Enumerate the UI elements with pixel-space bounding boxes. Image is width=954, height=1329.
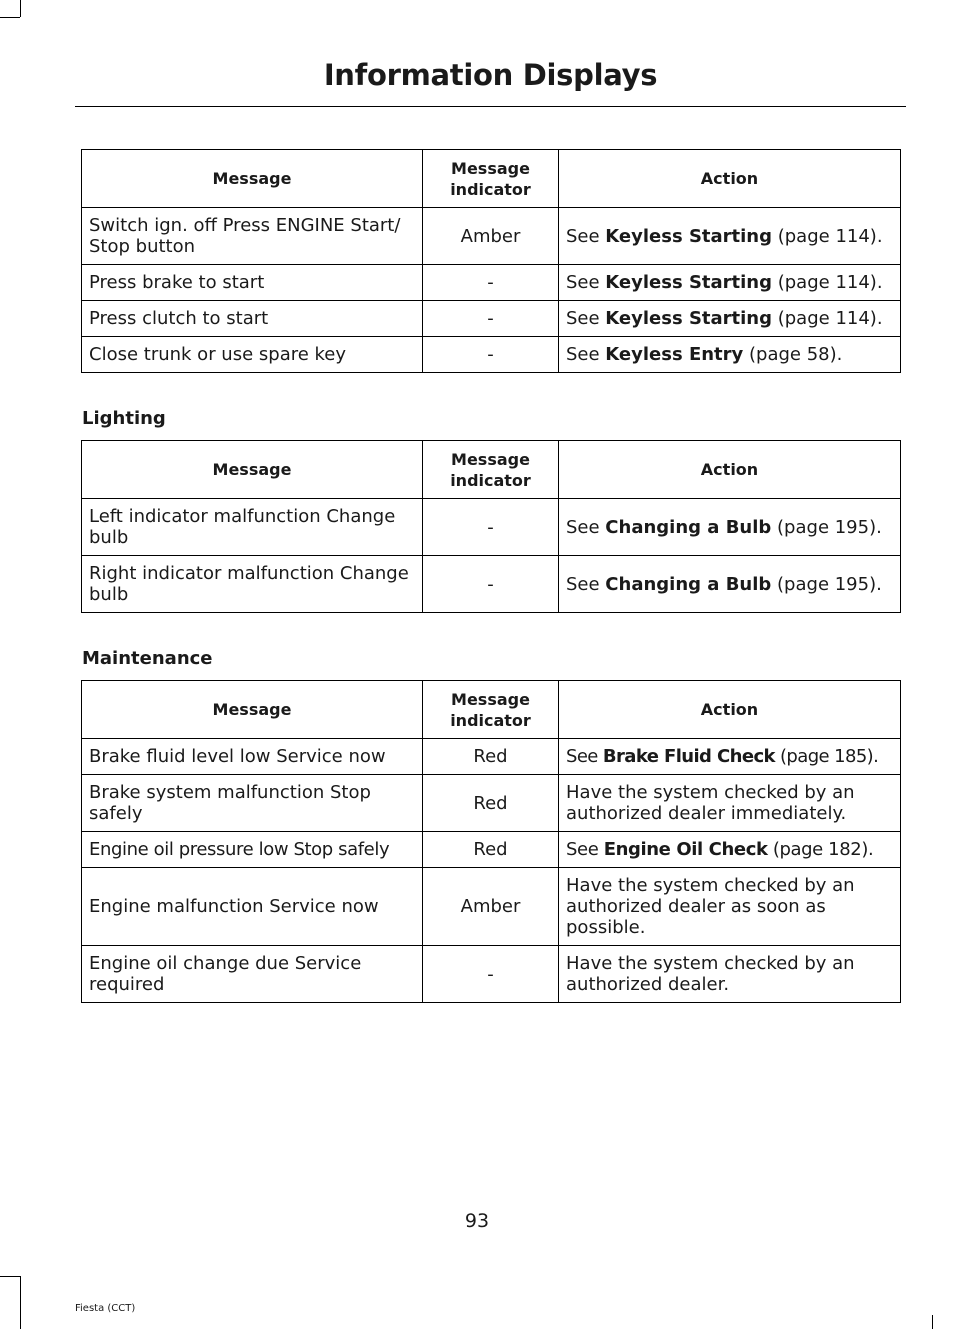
table-header-row — [82, 150, 901, 208]
action-cell — [559, 556, 901, 613]
header-message: Message — [82, 441, 423, 499]
action-cell: Have the system checked by an authorized dealer. — [559, 946, 901, 1003]
action-prefix: See — [566, 308, 606, 329]
header-message: Message — [82, 150, 423, 208]
action-suffix: (page 182). — [767, 839, 874, 860]
message-cell: Left indicator malfunction Change bulb — [82, 499, 423, 556]
table-header-row — [82, 441, 901, 499]
action-prefix: See — [566, 839, 604, 860]
message-table-lighting — [81, 440, 901, 613]
message-table-general — [81, 149, 901, 373]
indicator-cell: - — [423, 301, 559, 337]
action-cell — [559, 739, 901, 775]
table-row — [82, 556, 901, 613]
action-cell — [559, 832, 901, 868]
indicator-cell: - — [423, 499, 559, 556]
header-action: Action — [559, 150, 901, 208]
action-prefix: See — [566, 225, 606, 247]
action-suffix: (page 114). — [772, 225, 883, 247]
message-cell: Close trunk or use spare key — [82, 337, 423, 373]
indicator-cell: - — [423, 337, 559, 373]
action-prefix: See — [566, 272, 606, 293]
indicator-cell: Amber — [423, 208, 559, 265]
indicator-cell: - — [423, 265, 559, 301]
action-cell — [559, 499, 901, 556]
action-suffix: (page 114). — [772, 308, 883, 329]
page-title: Information Displays — [323, 58, 658, 92]
action-link: Keyless Starting — [605, 272, 773, 293]
page-number: 93 — [464, 1210, 490, 1232]
message-cell: Press clutch to start — [82, 301, 423, 337]
message-table-maintenance — [81, 680, 901, 1003]
header-message: Message — [82, 681, 423, 739]
action-suffix: (page 195). — [771, 516, 882, 538]
table-row — [82, 832, 901, 868]
action-prefix: See — [566, 516, 606, 538]
crop-mark — [20, 1276, 21, 1329]
crop-mark — [932, 1315, 933, 1329]
header-indicator: Message indicator — [423, 150, 559, 208]
indicator-cell: - — [423, 556, 559, 613]
action-suffix: (page 58). — [743, 344, 843, 365]
message-cell: Switch ign. off Press ENGINE Start/ Stop button — [82, 208, 423, 265]
action-link: Changing a Bulb — [605, 573, 772, 595]
message-cell: Engine malfunction Service now — [82, 868, 423, 946]
footer-model: Fiesta (CCT) — [75, 1303, 136, 1314]
table-row — [82, 868, 901, 946]
crop-mark — [0, 17, 20, 18]
header-indicator: Message indicator — [423, 681, 559, 739]
header-action: Action — [559, 681, 901, 739]
table-row — [82, 739, 901, 775]
action-cell — [559, 265, 901, 301]
message-cell: Engine oil pressure low Stop safely — [82, 832, 423, 868]
section-title-maintenance: Maintenance — [82, 648, 213, 669]
action-link: Brake Fluid Check — [602, 746, 775, 767]
message-cell: Engine oil change due Service required — [82, 946, 423, 1003]
action-link: Keyless Starting — [605, 308, 773, 329]
action-link: Keyless Entry — [605, 344, 744, 365]
title-rule — [75, 106, 906, 107]
section-title-lighting: Lighting — [82, 408, 166, 429]
crop-mark — [0, 1276, 20, 1277]
action-cell — [559, 301, 901, 337]
action-link: Engine Oil Check — [603, 839, 768, 860]
message-cell: Press brake to start — [82, 265, 423, 301]
indicator-cell: Red — [423, 775, 559, 832]
table-row — [82, 775, 901, 832]
header-indicator: Message indicator — [423, 441, 559, 499]
indicator-cell: Amber — [423, 868, 559, 946]
action-cell: Have the system checked by an authorized dealer immediately. — [559, 775, 901, 832]
action-suffix: (page 114). — [772, 272, 883, 293]
message-cell: Right indicator malfunction Change bulb — [82, 556, 423, 613]
table-row — [82, 946, 901, 1003]
message-cell: Brake fluid level low Service now — [82, 739, 423, 775]
indicator-cell: - — [423, 946, 559, 1003]
table-row — [82, 265, 901, 301]
action-cell — [559, 337, 901, 373]
table-row — [82, 301, 901, 337]
table-row — [82, 208, 901, 265]
indicator-cell: Red — [423, 739, 559, 775]
action-suffix: (page 185). — [774, 746, 879, 767]
crop-mark — [20, 0, 21, 17]
action-cell: Have the system checked by an authorized dealer as soon as possible. — [559, 868, 901, 946]
table-row — [82, 499, 901, 556]
action-cell — [559, 208, 901, 265]
table-row — [82, 337, 901, 373]
action-prefix: See — [566, 573, 606, 595]
message-cell: Brake system malfunction Stop safely — [82, 775, 423, 832]
action-suffix: (page 195). — [771, 573, 882, 595]
action-link: Keyless Starting — [605, 225, 773, 247]
action-prefix: See — [566, 746, 603, 767]
indicator-cell: Red — [423, 832, 559, 868]
header-action: Action — [559, 441, 901, 499]
table-header-row — [82, 681, 901, 739]
action-prefix: See — [566, 344, 606, 365]
action-link: Changing a Bulb — [605, 516, 772, 538]
